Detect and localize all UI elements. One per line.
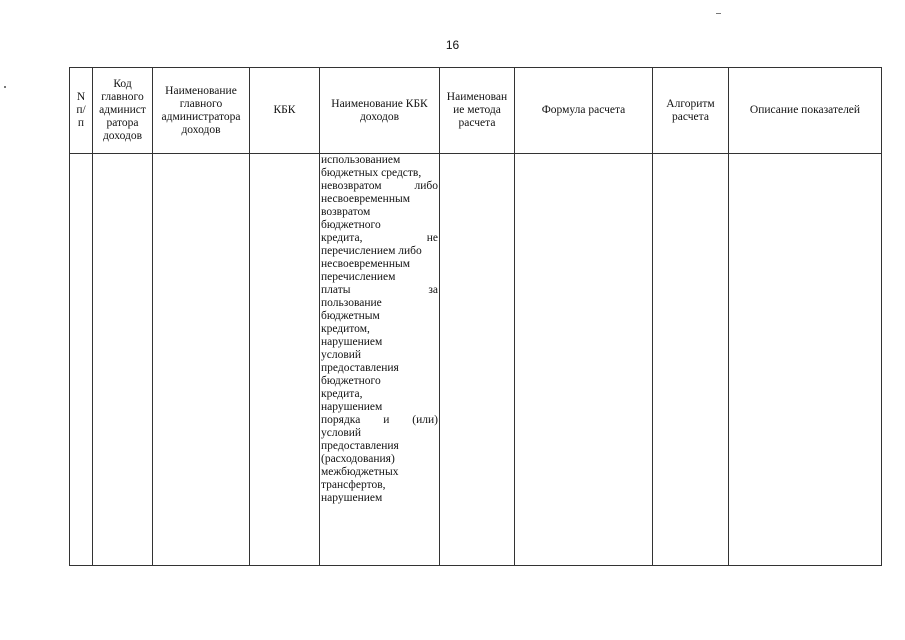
header-n: N п/ п <box>70 68 93 154</box>
kbk-name-line: бюджетного <box>321 219 381 231</box>
cell-method <box>440 154 515 566</box>
kbk-name-line: платы за <box>321 284 438 296</box>
header-method: Наименован ие метода расчета <box>440 68 515 154</box>
cell-admin-code <box>93 154 153 566</box>
header-kbk-name: Наименование КБК доходов <box>320 68 440 154</box>
kbk-name-line: бюджетным <box>321 310 380 322</box>
scan-speck <box>4 86 6 88</box>
kbk-name-line: кредитом, <box>321 323 370 335</box>
cell-kbk-name <box>320 154 440 566</box>
kbk-name-line: условий <box>321 349 362 361</box>
kbk-name-line: несвоевременным <box>321 258 410 270</box>
kbk-name-line: трансфертов, <box>321 479 386 491</box>
cell-description <box>729 154 882 566</box>
cell-admin-name <box>153 154 250 566</box>
cell-algorithm <box>653 154 729 566</box>
kbk-name-line: пользование <box>321 297 382 309</box>
kbk-name-line: нарушением <box>321 336 383 348</box>
cell-n <box>70 154 93 566</box>
table-row <box>70 154 882 566</box>
kbk-name-line: невозвратом либо <box>321 180 438 192</box>
kbk-name-line: нарушением <box>321 401 383 413</box>
header-algorithm: Алгоритм расчета <box>653 68 729 154</box>
kbk-name-line: предоставления <box>321 440 399 452</box>
cell-formula <box>515 154 653 566</box>
kbk-name-line: межбюджетных <box>321 466 399 478</box>
table-header-row <box>70 68 882 154</box>
cell-kbk <box>250 154 320 566</box>
kbk-name-line: (расходования) <box>321 453 395 465</box>
kbk-name-line: бюджетных средств, <box>321 167 422 179</box>
header-description: Описание показателей <box>729 68 882 154</box>
kbk-name-line: возвратом <box>321 206 371 218</box>
kbk-name-line: предоставления <box>321 362 399 374</box>
header-admin-name: Наименование главного администратора доходов <box>153 68 250 154</box>
kbk-name-line: порядка и (или) <box>321 414 438 426</box>
header-kbk: КБК <box>250 68 320 154</box>
scan-speck <box>716 13 721 14</box>
header-formula: Формула расчета <box>515 68 653 154</box>
kbk-name-line: перечислением <box>321 271 396 283</box>
header-admin-code: Код главного админист ратора доходов <box>93 68 153 154</box>
page-number: 16 <box>445 38 460 52</box>
kbk-name-line: несвоевременным <box>321 193 410 205</box>
kbk-name-line: кредита, <box>321 388 363 400</box>
kbk-name-line: бюджетного <box>321 375 381 387</box>
kbk-name-line: нарушением <box>321 492 383 504</box>
kbk-name-line: кредита, не <box>321 232 438 244</box>
kbk-name-line: условий <box>321 427 362 439</box>
kbk-name-line: перечислением либо <box>321 245 422 257</box>
kbk-name-line: использованием <box>321 154 401 166</box>
income-forecast-table <box>69 67 882 566</box>
